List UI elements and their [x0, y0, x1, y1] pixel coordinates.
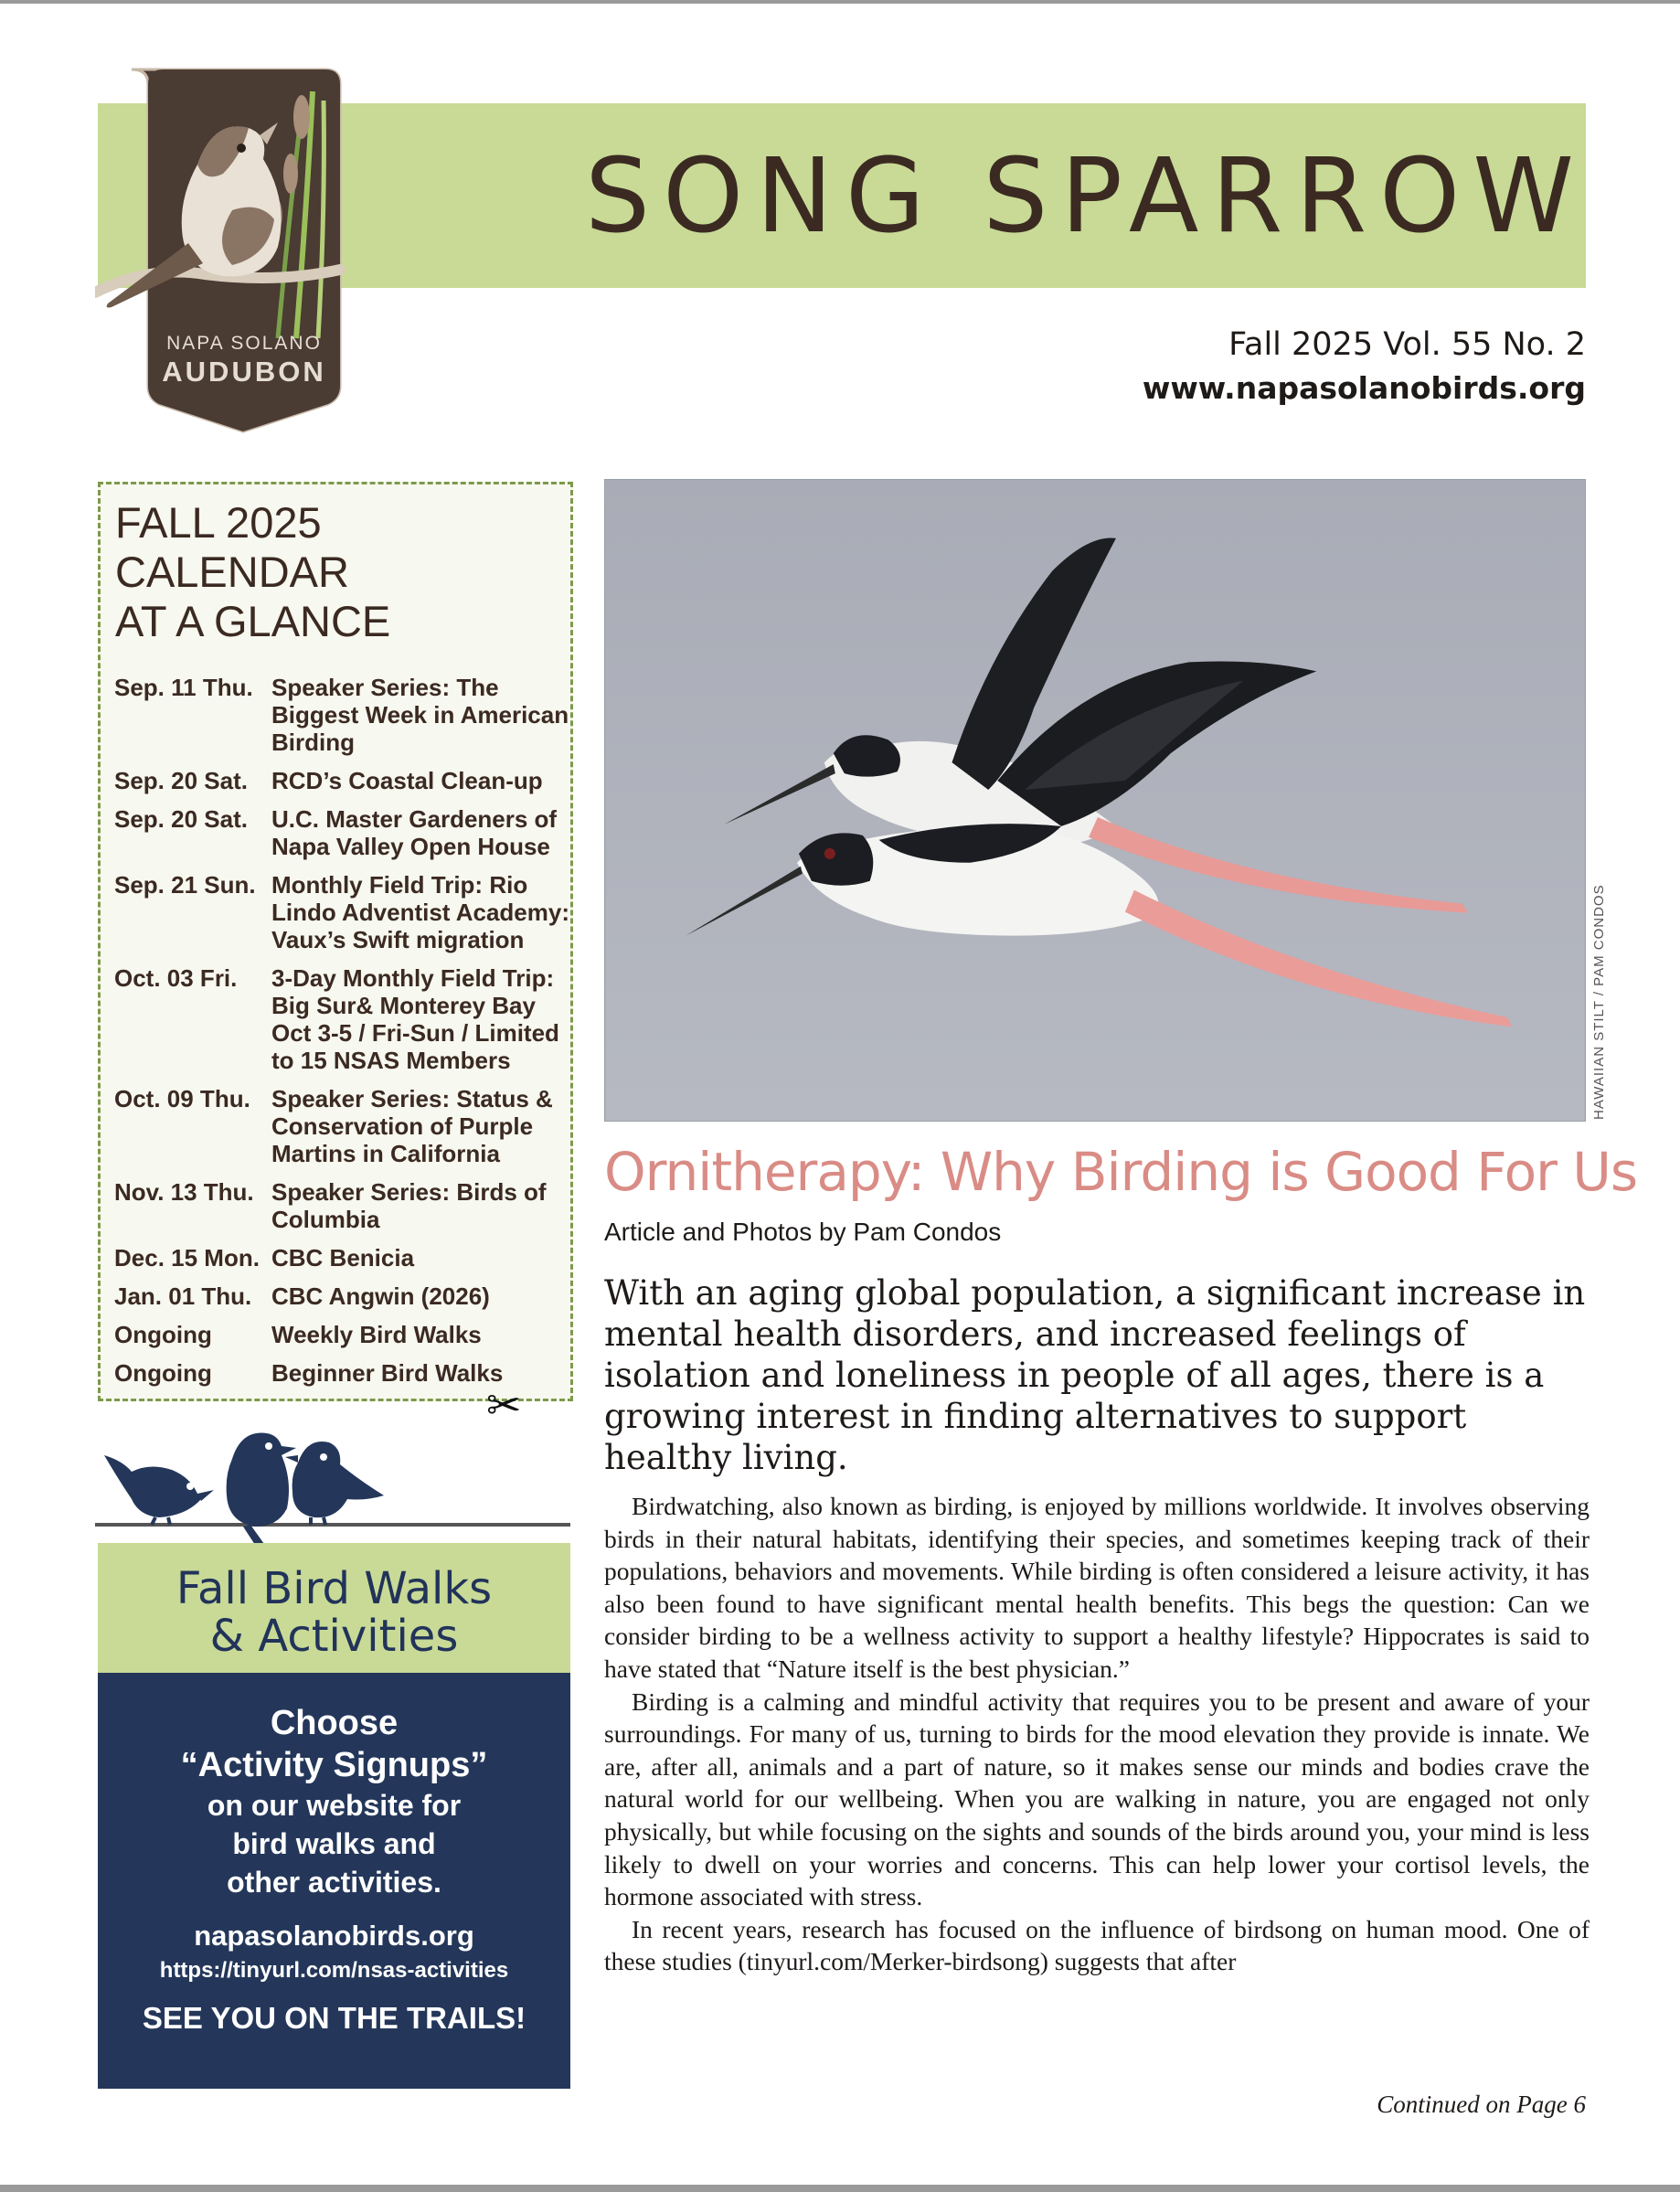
audubon-logo [95, 64, 397, 434]
calendar-row [114, 805, 571, 860]
event-date: Oct. 03 Fri. [114, 964, 238, 992]
continued-note: Continued on Page 6 [1377, 2091, 1586, 2118]
event-title: CBC Benicia [271, 1244, 415, 1272]
event-title: CBC Angwin (2026) [271, 1282, 490, 1310]
calendar-row [114, 1282, 571, 1310]
calendar-title-line: CALENDAR [115, 548, 349, 596]
top-rule [0, 0, 1680, 4]
event-date: Ongoing [114, 1321, 212, 1348]
walks-info-box [98, 1673, 570, 2089]
event-date: Nov. 13 Thu. [114, 1178, 254, 1206]
walks-site-link[interactable]: napasolanobirds.org [194, 1920, 474, 1952]
walks-heading-line: Fall Bird Walks [175, 1563, 493, 1614]
article-paragraph: Birding is a calming and mindful activity that requires you to be present and aware of your surroundings. For many of us, turning to birds for the mood elevation they provide is innate. We are, after all, animals and a part of nature, so it makes sense our minds and bodies crave the natural world for our wellbeing. When you are walking in nature, you are engaged not only physically, but while focusing on the sights and sounds of the birds around you, your mind is less likely to dwell on your worries and concerns. This can help lower your cortisol levels, the hormone associated with stress. [604, 1687, 1590, 1911]
walks-choose: Choose [270, 1704, 399, 1742]
walks-heading-line: & Activities [209, 1611, 459, 1662]
article-body [604, 1490, 1590, 1978]
walks-line: bird walks and [232, 1827, 436, 1860]
walks-trails-tagline: SEE YOU ON THE TRAILS! [142, 2001, 526, 2035]
event-title: Monthly Field Trip: Rio Lindo Adventist Academy: Vaux’s Swift migration [271, 871, 570, 953]
website-url[interactable]: www.napasolanobirds.org [1142, 370, 1586, 406]
event-date: Sep. 11 Thu. [114, 674, 253, 701]
calendar-row [114, 1321, 571, 1348]
event-title: Speaker Series: Status & Conservation of Purple Martins in California [271, 1085, 553, 1167]
calendar-row [114, 1178, 571, 1233]
walks-short-url[interactable]: https://tinyurl.com/nsas-activities [159, 1958, 509, 1983]
calendar-title-line: AT A GLANCE [115, 597, 391, 645]
calendar-row [114, 964, 571, 1074]
scissors-icon: ✂ [486, 1381, 522, 1429]
event-date: Dec. 15 Mon. [114, 1244, 260, 1272]
event-date: Oct. 09 Thu. [114, 1085, 250, 1112]
svg-text:NAPA SOLANO: NAPA SOLANO [166, 333, 322, 354]
event-title: 3-Day Monthly Field Trip: Big Sur& Monterey Bay Oct 3-5 / Fri-Sun / Limited to 15 NSAS Members [271, 964, 559, 1074]
event-title: RCD’s Coastal Clean-up [271, 767, 543, 794]
article-byline: Article and Photos by Pam Condos [604, 1218, 1002, 1246]
calendar-row [114, 1085, 571, 1167]
article-lede: With an aging global population, a significant increase in mental health disorders, and increased feelings of isolation and loneliness in people of all ages, there is a growing interest in finding alternatives to support healthy living. [604, 1273, 1586, 1477]
walks-heading [98, 1543, 570, 1673]
event-title: Speaker Series: The Biggest Week in American Birding [271, 674, 569, 756]
issue-volume: Fall 2025 Vol. 55 No. 2 [1228, 326, 1586, 363]
event-date: Ongoing [114, 1359, 212, 1387]
walks-signups: “Activity Signups” [180, 1746, 488, 1784]
calendar-row [114, 871, 571, 953]
bird-icon [104, 1455, 214, 1525]
walks-line: on our website for [207, 1789, 462, 1822]
event-date: Sep. 20 Sat. [114, 805, 248, 833]
calendar-list [114, 674, 571, 1398]
event-title: Speaker Series: Birds of Columbia [271, 1178, 547, 1233]
event-title: U.C. Master Gardeners of Napa Valley Open House [271, 805, 558, 860]
hawaiian-stilt-photo [604, 479, 1586, 1122]
event-date: Sep. 20 Sat. [114, 767, 248, 794]
issue-info [1143, 322, 1586, 410]
article-paragraph: In recent years, research has focused on the influence of birdsong on human mood. One of these studies (tinyurl.com/Merker-birdsong) suggests that after [604, 1914, 1590, 1976]
bottom-rule [0, 2185, 1680, 2192]
article-title: Ornitherapy: Why Birding is Good For Us [604, 1141, 1638, 1203]
svg-text:AUDUBON: AUDUBON [162, 356, 326, 388]
calendar-row [114, 1244, 571, 1272]
bird-icon [285, 1442, 384, 1525]
article-paragraph: Birdwatching, also known as birding, is enjoyed by millions worldwide. It involves observing birds in their natural habitats, identifying their species, and sometimes keeping track of their populations, behaviors and movements. While birding is often considered a leisure activity, it has also been found to have significant mental health benefits. This begs the question: Can we consider birding to be a wellness activity to support a healthy lifestyle? Hippocrates is said to have stated that “Nature itself is the best physician.” [604, 1492, 1590, 1683]
newsletter-title: SONG SPARROW [585, 137, 1588, 256]
event-title: Beginner Bird Walks [271, 1359, 504, 1387]
event-date: Sep. 21 Sun. [114, 871, 256, 899]
walks-line: other activities. [227, 1866, 441, 1899]
photo-credit: HAWAIIAN STILT / PAM CONDOS [1591, 884, 1607, 1120]
calendar-box [98, 482, 573, 1401]
event-date: Jan. 01 Thu. [114, 1282, 252, 1310]
calendar-title [115, 498, 390, 646]
event-title: Weekly Bird Walks [271, 1321, 482, 1348]
calendar-title-line: FALL 2025 [115, 498, 322, 547]
calendar-row [114, 674, 571, 756]
calendar-row [114, 767, 571, 794]
